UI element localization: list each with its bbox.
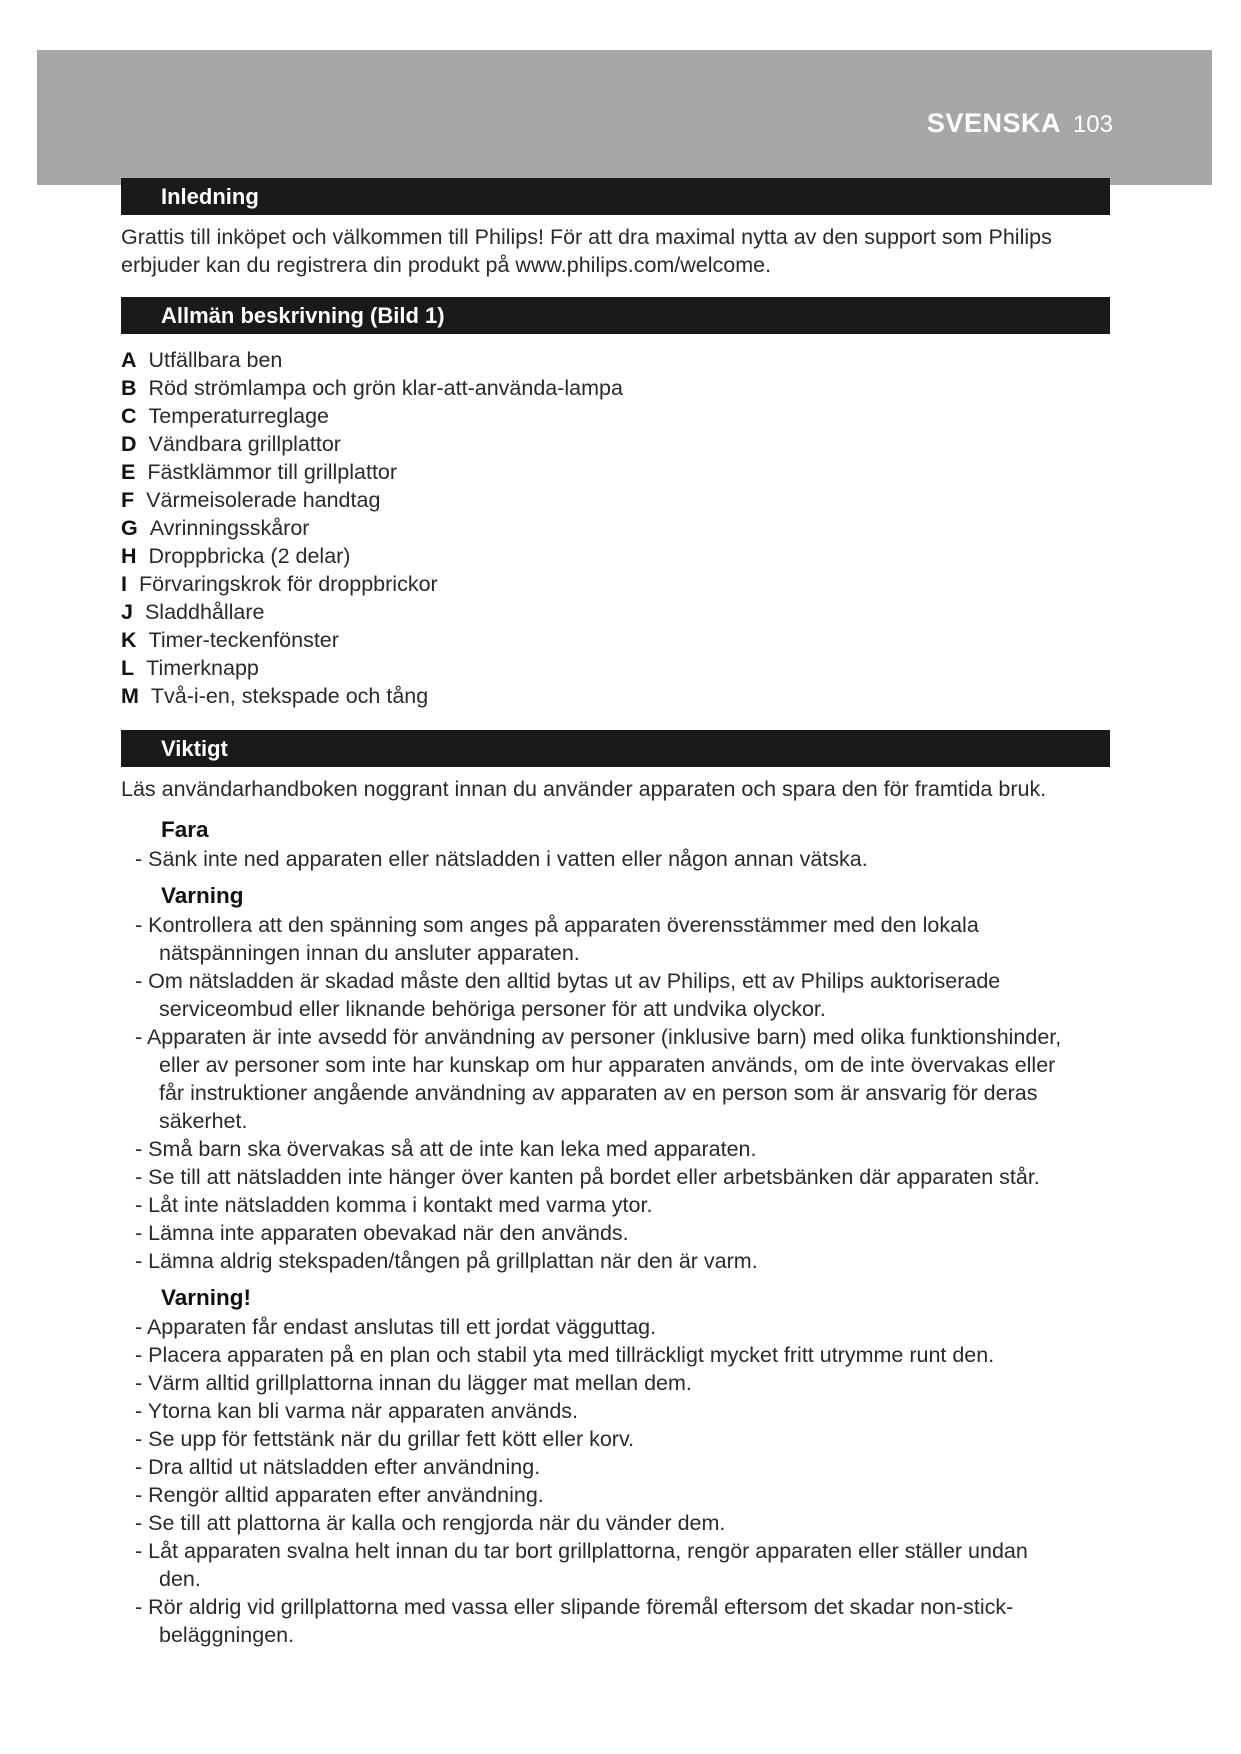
list-item: - Sänk inte ned apparaten eller nätsladden i vatten eller någon annan vätska.: [135, 847, 868, 871]
list-item: - Rör aldrig vid grillplattorna med vassa eller slipande föremål eftersom det skadar non-stick- beläggningen.: [135, 1595, 1014, 1647]
list-item: - Se till att nätsladden inte hänger över kanten på bordet eller arbetsbänken där apparaten står.: [135, 1165, 1040, 1189]
danger-list: [135, 845, 1110, 873]
part-item: [121, 430, 1110, 458]
section-title-important: Viktigt: [121, 730, 1110, 767]
part-letter: C: [121, 404, 137, 428]
part-label: Timerknapp: [146, 656, 259, 680]
part-item: [121, 514, 1110, 542]
parts-list: [121, 346, 1110, 710]
section-title-general: Allmän beskrivning (Bild 1): [121, 297, 1110, 334]
danger-heading: Fara: [161, 817, 209, 842]
part-letter: F: [121, 488, 135, 512]
list-item: - Värm alltid grillplattorna innan du lägger mat mellan dem.: [135, 1371, 692, 1395]
part-item: [121, 654, 1110, 682]
part-label: Temperaturreglage: [148, 404, 329, 428]
part-label: Fästklämmor till grillplattor: [147, 460, 398, 484]
caution-heading: Varning!: [161, 1285, 252, 1310]
part-label: Utfällbara ben: [148, 348, 283, 372]
list-item: - Apparaten får endast anslutas till ett jordat vägguttag.: [135, 1315, 657, 1339]
list-item: - Kontrollera att den spänning som anges på apparaten överensstämmer med den lokala nätspänningen innan du ansluter apparaten.: [135, 913, 979, 965]
list-item: - Se upp för fettstänk när du grillar fett kött eller korv.: [135, 1427, 635, 1451]
part-letter: L: [121, 656, 135, 680]
page-header: [927, 108, 1113, 139]
part-letter: G: [121, 516, 138, 540]
part-letter: I: [121, 572, 127, 596]
list-item: - Lämna inte apparaten obevakad när den används.: [135, 1221, 629, 1245]
warning-list: [135, 911, 1110, 1275]
part-item: [121, 682, 1110, 710]
part-item: [121, 486, 1110, 514]
list-item: - Se till att plattorna är kalla och rengjorda när du vänder dem.: [135, 1511, 726, 1535]
part-item: [121, 626, 1110, 654]
part-label: Röd strömlampa och grön klar-att-använda-lampa: [148, 376, 623, 400]
part-item: [121, 402, 1110, 430]
intro-text: Grattis till inköpet och välkommen till Philips! För att dra maximal nytta av den support som Philips erbjuder kan du registrera din produkt på www.philips.com/welcome.: [121, 225, 1052, 277]
part-label: Avrinningsskåror: [149, 516, 310, 540]
warning-heading: Varning: [161, 883, 244, 908]
part-letter: A: [121, 348, 137, 372]
list-item: - Rengör alltid apparaten efter användning.: [135, 1483, 544, 1507]
section-title-intro: Inledning: [121, 178, 1110, 215]
part-label: Vändbara grillplattor: [148, 432, 341, 456]
part-item: [121, 542, 1110, 570]
part-letter: K: [121, 628, 137, 652]
list-item: - Ytorna kan bli varma när apparaten används.: [135, 1399, 579, 1423]
part-label: Timer-teckenfönster: [148, 628, 339, 652]
part-label: Sladdhållare: [144, 600, 265, 624]
list-item: - Låt inte nätsladden komma i kontakt med varma ytor.: [135, 1193, 653, 1217]
list-item: - Apparaten är inte avsedd för användning av personer (inklusive barn) med olika funktionshinder, eller av personer som inte har kunskap om hur apparaten används, om de inte övervakas eller får instruktioner angående användning av apparaten av en person som är ansvarig för deras säkerhet.: [135, 1025, 1062, 1133]
important-text: Läs användarhandboken noggrant innan du använder apparaten och spara den för framtida bruk.: [121, 777, 1047, 801]
list-item: - Om nätsladden är skadad måste den alltid bytas ut av Philips, ett av Philips auktoriserade serviceombud eller liknande behöriga personer för att undvika olyckor.: [135, 969, 1001, 1021]
list-item: - Placera apparaten på en plan och stabil yta med tillräckligt mycket fritt utrymme runt den.: [135, 1343, 995, 1367]
part-item: [121, 598, 1110, 626]
part-item: [121, 346, 1110, 374]
document-body: [121, 178, 1110, 1649]
part-label: Två-i-en, stekspade och tång: [150, 684, 429, 708]
part-item: [121, 374, 1110, 402]
part-label: Droppbricka (2 delar): [148, 544, 351, 568]
part-label: Värmeisolerade handtag: [146, 488, 381, 512]
caution-list: [135, 1313, 1110, 1649]
part-label: Förvaringskrok för droppbrickor: [138, 572, 438, 596]
part-letter: B: [121, 376, 137, 400]
page-number: 103: [1072, 111, 1113, 138]
language-label: SVENSKA: [926, 108, 1061, 138]
part-letter: H: [121, 544, 137, 568]
list-item: - Lämna aldrig stekspaden/tången på grillplattan när den är varm.: [135, 1249, 758, 1273]
list-item: - Dra alltid ut nätsladden efter användning.: [135, 1455, 541, 1479]
part-item: [121, 570, 1110, 598]
part-letter: M: [121, 684, 139, 708]
part-letter: D: [121, 432, 137, 456]
part-letter: E: [121, 460, 136, 484]
list-item: - Små barn ska övervakas så att de inte kan leka med apparaten.: [135, 1137, 757, 1161]
list-item: - Låt apparaten svalna helt innan du tar bort grillplattorna, rengör apparaten eller ställer undan den.: [135, 1539, 1028, 1591]
part-letter: J: [121, 600, 133, 624]
part-item: [121, 458, 1110, 486]
